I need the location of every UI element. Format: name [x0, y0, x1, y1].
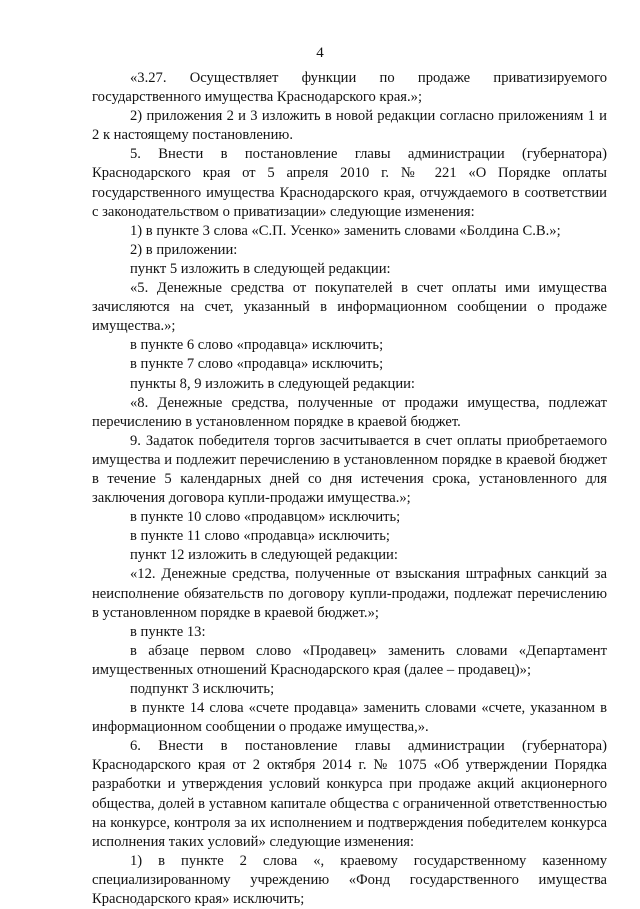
paragraph: в абзаце первом слово «Продавец» заменить словами «Департамент имущественных отношений Краснодарского края (далее – продавец)»; — [92, 642, 607, 678]
paragraph: 6. Внести в постановление главы администрации (губернатора) Краснодарского края от 2 октября 2014 г. № 1075 «Об утверждении Порядка разработки и утверждения условий конкурса при продаже акций акционерного общества, долей в уставном капитале общества с ограниченной ответственностью на конкурсе, контроля за их исполнением и подтверждения победителем конкурса исполнения таких условий» следующие изменения: — [92, 738, 607, 850]
paragraph: 1) в пункте 2 слова «, краевому государственному казенному специализированному учреждению «Фонд государственного имущества Краснодарского края» исключить; — [92, 852, 607, 908]
paragraph: 9. Задаток победителя торгов засчитывается в счет оплаты приобретаемого имущества и подлежит перечислению в установленном порядке в краевой бюджет в течение 5 календарных дней со дня истечения срока, установленного для заключения договора купли-продажи имущества.»; — [92, 432, 607, 507]
paragraph: «3.27. Осуществляет функции по продаже приватизируемого государственного имущества Краснодарского края.»; — [92, 70, 607, 106]
paragraph: 2) в приложении: — [130, 241, 238, 258]
paragraph: подпункт 3 исключить; — [130, 681, 275, 697]
paragraph: в пункте 10 слово «продавцом» исключить; — [130, 509, 401, 526]
paragraph: 1) в пункте 3 слова «С.П. Усенко» заменить словами «Болдина С.В.»; — [130, 222, 561, 239]
paragraph: «8. Денежные средства, полученные от продажи имущества, подлежат перечислению в установленном порядке в краевой бюджет. — [92, 394, 607, 430]
paragraph: пункт 5 изложить в следующей редакции: — [130, 260, 391, 277]
paragraph: в пункте 11 слово «продавца» исключить; — [130, 528, 390, 545]
paragraph: пункты 8, 9 изложить в следующей редакции: — [130, 375, 415, 392]
paragraph: 5. Внести в постановление главы администрации (губернатора) Краснодарского края от 5 апреля 2010 г. № 221 «О Порядке оплаты государственного имущества Краснодарского края, отчуждаемого в соответствии с законодательством о приватизации» следующие изменения: — [92, 146, 607, 220]
paragraph: в пункте 13: — [130, 623, 206, 640]
paragraph: в пункте 7 слово «продавца» исключить; — [130, 356, 384, 373]
paragraph: пункт 12 изложить в следующей редакции: — [130, 547, 398, 564]
paragraph: в пункте 6 слово «продавца» исключить; — [130, 337, 384, 354]
page-number: 4 — [316, 45, 324, 61]
paragraph: в пункте 14 слова «счете продавца» заменить словами «счете, указанном в информационном сообщении о продаже имущества,». — [92, 700, 607, 736]
document-body — [92, 69, 607, 909]
paragraph: 2) приложения 2 и 3 изложить в новой редакции согласно приложениям 1 и 2 к настоящему постановлению. — [92, 108, 607, 144]
paragraph: «12. Денежные средства, полученные от взыскания штрафных санкций за неисполнение обязательств по договору купли-продажи, подлежат перечислению в установленном порядке в краевой бюджет.»; — [92, 566, 607, 621]
paragraph: «5. Денежные средства от покупателей в счет оплаты ими имущества зачисляются на счет, указанный в информационном сообщении о продаже имущества.»; — [92, 280, 607, 335]
